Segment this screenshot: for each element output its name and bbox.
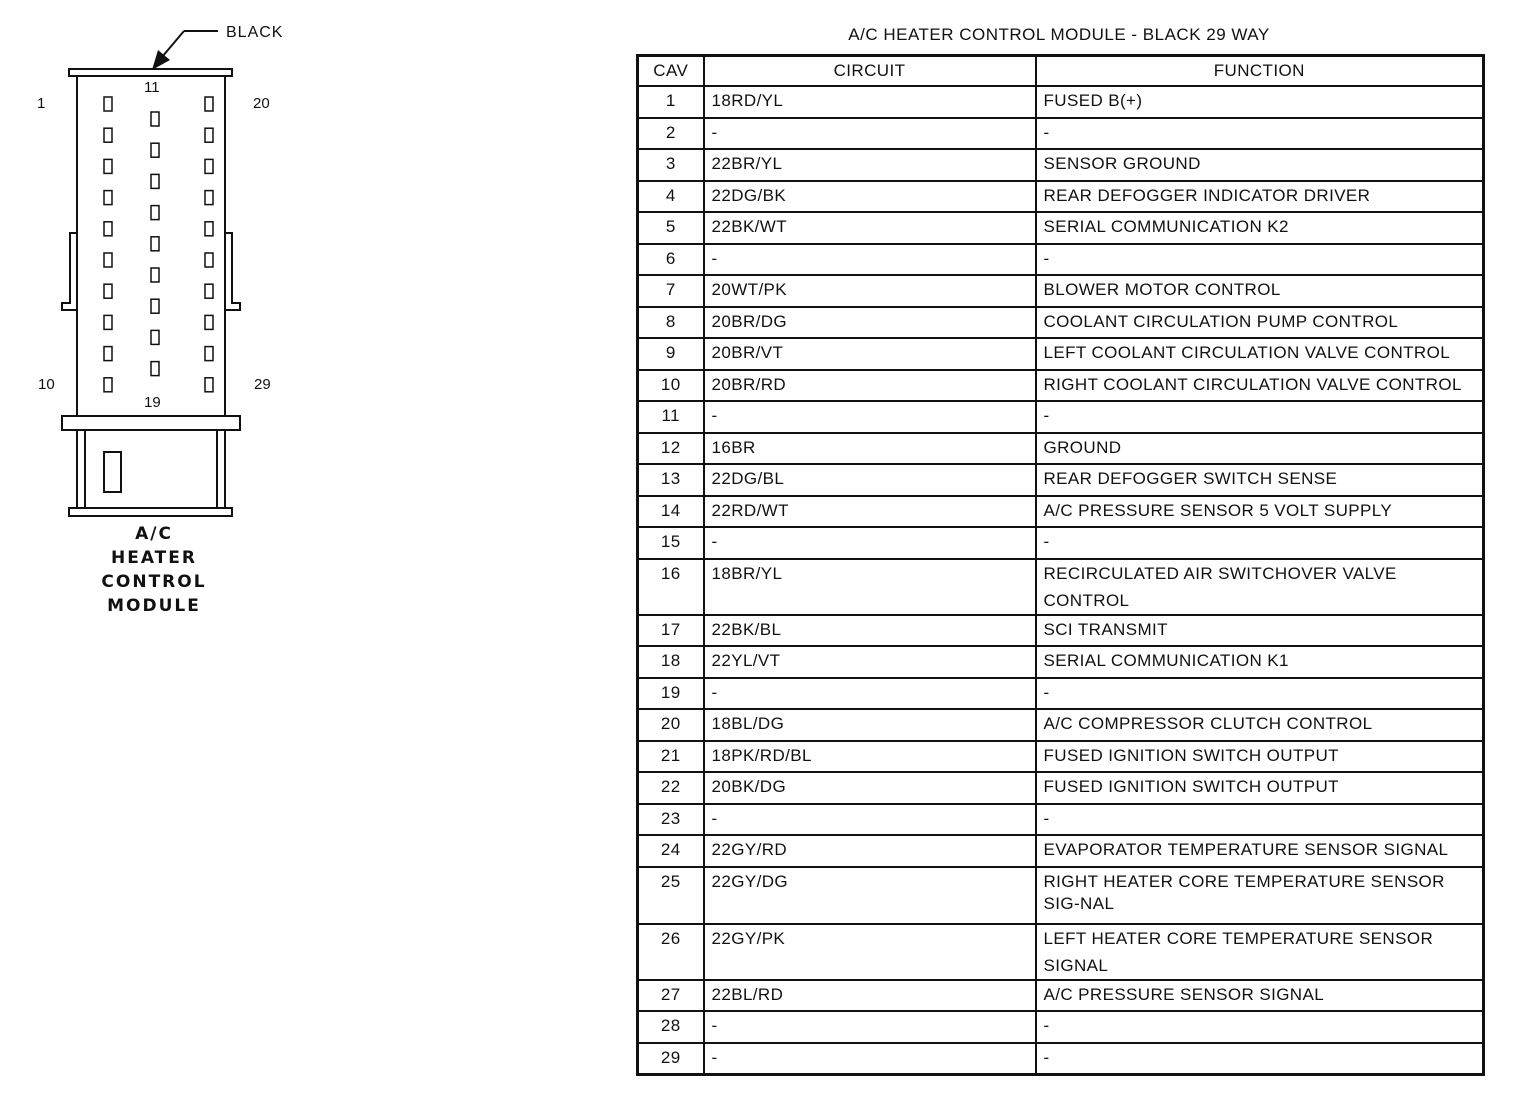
cavity [205, 347, 213, 361]
table-row [638, 149, 1484, 181]
cavity [151, 174, 159, 188]
circuit-cell: 22RD/WT [704, 496, 1036, 528]
table-row [638, 615, 1484, 647]
cav-cell: 12 [638, 433, 704, 465]
function-cell: A/C PRESSURE SENSOR SIGNAL [1036, 980, 1484, 1012]
cavity [151, 268, 159, 282]
cav-cell: 16 [638, 559, 704, 615]
circuit-cell: 20BR/VT [704, 338, 1036, 370]
cavity [104, 347, 112, 361]
cavity [104, 378, 112, 392]
cavity [104, 253, 112, 267]
function-cell: - [1036, 244, 1484, 276]
circuit-cell: 18RD/YL [704, 86, 1036, 118]
function-cell: SENSOR GROUND [1036, 149, 1484, 181]
circuit-cell: 22BL/RD [704, 980, 1036, 1012]
cav-cell: 26 [638, 924, 704, 980]
module-label [80, 522, 228, 618]
table-row [638, 338, 1484, 370]
table-row [638, 496, 1484, 528]
circuit-cell: 22YL/VT [704, 646, 1036, 678]
function-cell: FUSED IGNITION SWITCH OUTPUT [1036, 741, 1484, 773]
table-row [638, 275, 1484, 307]
table-row [638, 86, 1484, 118]
cavity [205, 159, 213, 173]
function-cell: - [1036, 118, 1484, 150]
cav-cell: 7 [638, 275, 704, 307]
cavity [151, 112, 159, 126]
cav-cell: 5 [638, 212, 704, 244]
pin-label-top-left: 1 [37, 95, 46, 112]
function-cell: - [1036, 678, 1484, 710]
circuit-cell: - [704, 1011, 1036, 1043]
circuit-cell: - [704, 401, 1036, 433]
pinout-table [636, 54, 1485, 1076]
circuit-cell: 22GY/PK [704, 924, 1036, 980]
function-cell: GROUND [1036, 433, 1484, 465]
module-label-line: MODULE [107, 596, 201, 616]
header-function: FUNCTION [1036, 56, 1484, 87]
table-row [638, 772, 1484, 804]
table-row [638, 867, 1484, 924]
circuit-cell: - [704, 804, 1036, 836]
circuit-cell: 20WT/PK [704, 275, 1036, 307]
cavity [151, 206, 159, 220]
function-cell: RIGHT HEATER CORE TEMPERATURE SENSOR SIG-NAL [1036, 867, 1484, 924]
table-row [638, 924, 1484, 980]
table-row [638, 527, 1484, 559]
circuit-cell: 20BK/DG [704, 772, 1036, 804]
circuit-cell: 22DG/BK [704, 181, 1036, 213]
cavity [205, 222, 213, 236]
cavity [205, 97, 213, 111]
cavity [104, 284, 112, 298]
table-row [638, 212, 1484, 244]
function-cell: SERIAL COMMUNICATION K2 [1036, 212, 1484, 244]
cavity [104, 315, 112, 329]
function-cell: BLOWER MOTOR CONTROL [1036, 275, 1484, 307]
cavity [205, 315, 213, 329]
function-cell: REAR DEFOGGER INDICATOR DRIVER [1036, 181, 1484, 213]
table-row [638, 709, 1484, 741]
table-row [638, 804, 1484, 836]
cav-cell: 11 [638, 401, 704, 433]
table-row [638, 464, 1484, 496]
cavity [205, 378, 213, 392]
cav-cell: 28 [638, 1011, 704, 1043]
module-label-line: HEATER [111, 548, 197, 568]
cav-cell: 8 [638, 307, 704, 339]
cav-cell: 27 [638, 980, 704, 1012]
table-row [638, 559, 1484, 615]
circuit-cell: 18BL/DG [704, 709, 1036, 741]
table-row [638, 401, 1484, 433]
table-row [638, 307, 1484, 339]
cavity [104, 222, 112, 236]
circuit-cell: - [704, 527, 1036, 559]
function-cell: A/C PRESSURE SENSOR 5 VOLT SUPPLY [1036, 496, 1484, 528]
cav-cell: 6 [638, 244, 704, 276]
header-cav: CAV [638, 56, 704, 87]
cav-cell: 15 [638, 527, 704, 559]
circuit-cell: 22BK/BL [704, 615, 1036, 647]
connector-lock-tab [104, 452, 121, 492]
header-circuit: CIRCUIT [704, 56, 1036, 87]
function-cell: - [1036, 401, 1484, 433]
circuit-cell: 18BR/YL [704, 559, 1036, 615]
table-row [638, 980, 1484, 1012]
function-cell: - [1036, 1043, 1484, 1075]
cavity [104, 191, 112, 205]
function-cell: COOLANT CIRCULATION PUMP CONTROL [1036, 307, 1484, 339]
cavity [104, 159, 112, 173]
function-cell: FUSED IGNITION SWITCH OUTPUT [1036, 772, 1484, 804]
function-cell: SERIAL COMMUNICATION K1 [1036, 646, 1484, 678]
connector-collar [62, 416, 240, 430]
connector-skirt [77, 430, 225, 508]
cav-cell: 19 [638, 678, 704, 710]
table-row [638, 1011, 1484, 1043]
cav-cell: 21 [638, 741, 704, 773]
pin-label-bottom-left: 10 [38, 376, 55, 393]
cav-cell: 2 [638, 118, 704, 150]
cav-cell: 9 [638, 338, 704, 370]
pin-label-center-bottom: 19 [144, 394, 161, 411]
cav-cell: 18 [638, 646, 704, 678]
circuit-cell: - [704, 118, 1036, 150]
cavity [205, 253, 213, 267]
cav-cell: 1 [638, 86, 704, 118]
connector-top-flange [69, 69, 232, 76]
cavity [104, 128, 112, 142]
table-row [638, 244, 1484, 276]
circuit-cell: 16BR [704, 433, 1036, 465]
table-row [638, 1043, 1484, 1075]
circuit-cell: 22BK/WT [704, 212, 1036, 244]
table-row [638, 741, 1484, 773]
cavity [151, 330, 159, 344]
pin-label-bottom-right: 29 [254, 376, 271, 393]
cav-cell: 20 [638, 709, 704, 741]
connector-right-latch [225, 233, 240, 310]
cavity [104, 97, 112, 111]
table-row [638, 118, 1484, 150]
function-cell: RIGHT COOLANT CIRCULATION VALVE CONTROL [1036, 370, 1484, 402]
cav-cell: 10 [638, 370, 704, 402]
function-cell: RECIRCULATED AIR SWITCHOVER VALVE CONTROL [1036, 559, 1484, 615]
cav-cell: 4 [638, 181, 704, 213]
connector-color-label: BLACK [226, 24, 284, 41]
table-header-row [638, 56, 1484, 87]
pinout-table-body [638, 86, 1484, 1075]
cav-cell: 22 [638, 772, 704, 804]
table-row [638, 646, 1484, 678]
module-label-line: A/C [135, 524, 173, 544]
circuit-cell: - [704, 678, 1036, 710]
cavity [151, 143, 159, 157]
circuit-cell: 22GY/DG [704, 867, 1036, 924]
function-cell: SCI TRANSMIT [1036, 615, 1484, 647]
cavity [151, 237, 159, 251]
cav-cell: 23 [638, 804, 704, 836]
cav-cell: 14 [638, 496, 704, 528]
connector-left-latch [62, 233, 77, 310]
table-row [638, 181, 1484, 213]
cav-cell: 17 [638, 615, 704, 647]
function-cell: - [1036, 804, 1484, 836]
circuit-cell: - [704, 244, 1036, 276]
cav-cell: 3 [638, 149, 704, 181]
function-cell: - [1036, 1011, 1484, 1043]
cavity [205, 284, 213, 298]
function-cell: REAR DEFOGGER SWITCH SENSE [1036, 464, 1484, 496]
cav-cell: 25 [638, 867, 704, 924]
circuit-cell: 22BR/YL [704, 149, 1036, 181]
circuit-cell: 22GY/RD [704, 835, 1036, 867]
circuit-cell: 20BR/DG [704, 307, 1036, 339]
table-title: A/C HEATER CONTROL MODULE - BLACK 29 WAY [848, 25, 1270, 44]
function-cell: EVAPORATOR TEMPERATURE SENSOR SIGNAL [1036, 835, 1484, 867]
function-cell: LEFT HEATER CORE TEMPERATURE SENSOR SIGNAL [1036, 924, 1484, 980]
circuit-cell: 18PK/RD/BL [704, 741, 1036, 773]
pin-label-top-right: 20 [253, 95, 270, 112]
cavity [151, 299, 159, 313]
function-cell: - [1036, 527, 1484, 559]
connector-cavities [104, 97, 213, 392]
connector-bottom-flange [69, 508, 232, 516]
module-label-line: CONTROL [101, 572, 207, 592]
circuit-cell: - [704, 1043, 1036, 1075]
table-row [638, 370, 1484, 402]
function-cell: FUSED B(+) [1036, 86, 1484, 118]
circuit-cell: 20BR/RD [704, 370, 1036, 402]
pin-label-center-top: 11 [144, 79, 160, 96]
table-row [638, 835, 1484, 867]
table-row [638, 678, 1484, 710]
cav-cell: 29 [638, 1043, 704, 1075]
cavity [205, 128, 213, 142]
function-cell: A/C COMPRESSOR CLUTCH CONTROL [1036, 709, 1484, 741]
cav-cell: 13 [638, 464, 704, 496]
function-cell: LEFT COOLANT CIRCULATION VALVE CONTROL [1036, 338, 1484, 370]
table-row [638, 433, 1484, 465]
circuit-cell: 22DG/BL [704, 464, 1036, 496]
cav-cell: 24 [638, 835, 704, 867]
cavity [205, 191, 213, 205]
callout-arrow-icon [152, 50, 170, 70]
cavity [151, 362, 159, 376]
